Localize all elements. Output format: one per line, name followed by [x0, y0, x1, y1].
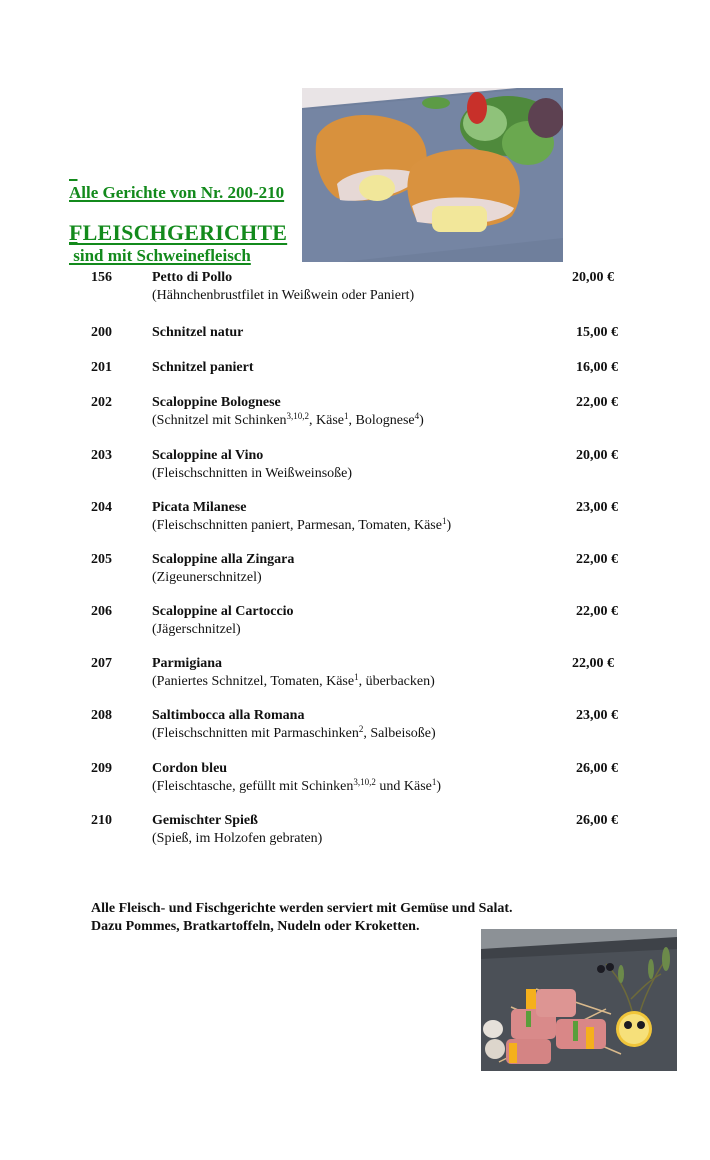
allergen-superscript: 3,10,2 — [286, 411, 310, 421]
item-number: 208 — [91, 708, 112, 723]
item-number: 201 — [91, 360, 112, 375]
pork-notice — [69, 140, 284, 287]
item-number: 210 — [91, 813, 112, 828]
allergen-superscript: 2 — [358, 724, 364, 734]
item-name: Schnitzel paniert — [152, 360, 254, 375]
item-price: 26,00 € — [576, 813, 618, 828]
item-number: 209 — [91, 761, 112, 776]
item-price: 22,00 € — [576, 552, 618, 567]
item-number: 203 — [91, 448, 112, 463]
item-name: Scaloppine al Vino — [152, 448, 264, 463]
description-text: (Fleischschnitten in Weißweinsoße) — [152, 466, 353, 481]
item-price: 23,00 € — [576, 500, 618, 515]
footer-line-1: Alle Fleisch- und Fischgerichte werden serviert mit Gemüse und Salat. — [91, 901, 513, 916]
description-text: (Hähnchenbrustfilet in Weißwein oder Paniert) — [152, 288, 415, 303]
item-number: 200 — [91, 325, 112, 340]
item-name: Parmigiana — [152, 656, 222, 671]
allergen-superscript: 1 — [431, 777, 437, 787]
item-name: Scaloppine alla Zingara — [152, 552, 295, 567]
description-text: (Fleischschnitten mit Parmaschinken — [152, 726, 359, 741]
skewer-photo — [481, 929, 677, 1071]
item-description — [152, 569, 262, 587]
item-price: 20,00 € — [576, 448, 618, 463]
item-description — [152, 621, 241, 639]
description-text: , Bolognese — [348, 413, 415, 428]
description-text: ) — [419, 413, 424, 428]
description-text: , Käse — [309, 413, 345, 428]
item-number: 207 — [91, 656, 112, 671]
allergen-superscript: 4 — [414, 411, 420, 421]
pork-notice-line-1: Alle Gerichte von Nr. 200-210 — [69, 183, 285, 202]
description-text: (Paniertes Schnitzel, Tomaten, Käse — [152, 674, 355, 689]
item-description — [152, 287, 414, 305]
item-name: Scaloppine al Cartoccio — [152, 604, 294, 619]
item-price: 22,00 € — [576, 395, 618, 410]
description-text: (Spieß, im Holzofen gebraten) — [152, 831, 323, 846]
item-number: 204 — [91, 500, 112, 515]
item-description — [152, 830, 322, 848]
description-text: (Schnitzel mit Schinken — [152, 413, 287, 428]
item-description — [152, 778, 441, 796]
item-price: 15,00 € — [576, 325, 618, 340]
description-text: (Fleischschnitten paniert, Parmesan, Tomaten, Käse — [152, 518, 442, 533]
item-price: 23,00 € — [576, 708, 618, 723]
pork-notice-line-2: sind mit Schweinefleisch — [69, 246, 251, 265]
item-description — [152, 725, 436, 743]
allergen-superscript: 1 — [441, 516, 447, 526]
item-name: Schnitzel natur — [152, 325, 244, 340]
cordon-bleu-photo — [302, 88, 563, 262]
allergen-superscript: 1 — [344, 411, 349, 421]
item-name: Cordon bleu — [152, 761, 228, 776]
item-price: 26,00 € — [576, 761, 618, 776]
item-price: 20,00 € — [572, 270, 614, 285]
section-title: FLEISCHGERICHTE — [69, 220, 288, 245]
description-text: ) — [446, 518, 452, 533]
allergen-superscript: 1 — [354, 672, 359, 682]
description-text: , überbacken) — [358, 674, 435, 689]
description-text: , Salbeisoße) — [363, 726, 436, 741]
item-description — [152, 465, 352, 483]
footer-note — [91, 900, 513, 936]
description-text: ) — [436, 779, 442, 794]
description-text: (Jägerschnitzel) — [152, 622, 241, 637]
description-text: (Fleischtasche, gefüllt mit Schinken — [152, 779, 354, 794]
item-number: 156 — [91, 270, 112, 285]
item-description — [152, 517, 451, 535]
item-name: Gemischter Spieß — [152, 813, 258, 828]
allergen-superscript: 3,10,2 — [353, 777, 376, 787]
item-price: 22,00 € — [572, 656, 614, 671]
item-number: 206 — [91, 604, 112, 619]
item-name: Picata Milanese — [152, 500, 247, 515]
description-text: und Käse — [375, 779, 432, 794]
item-name: Petto di Pollo — [152, 270, 233, 285]
item-description — [152, 412, 424, 430]
item-price: 16,00 € — [576, 360, 618, 375]
footer-line-2: Dazu Pommes, Bratkartoffeln, Nudeln oder Kroketten. — [91, 919, 420, 934]
description-text: (Zigeunerschnitzel) — [152, 570, 262, 585]
item-name: Saltimbocca alla Romana — [152, 708, 305, 723]
item-number: 202 — [91, 395, 112, 410]
item-number: 205 — [91, 552, 112, 567]
item-price: 22,00 € — [576, 604, 618, 619]
item-name: Scaloppine Bolognese — [152, 395, 281, 410]
item-description — [152, 673, 435, 691]
